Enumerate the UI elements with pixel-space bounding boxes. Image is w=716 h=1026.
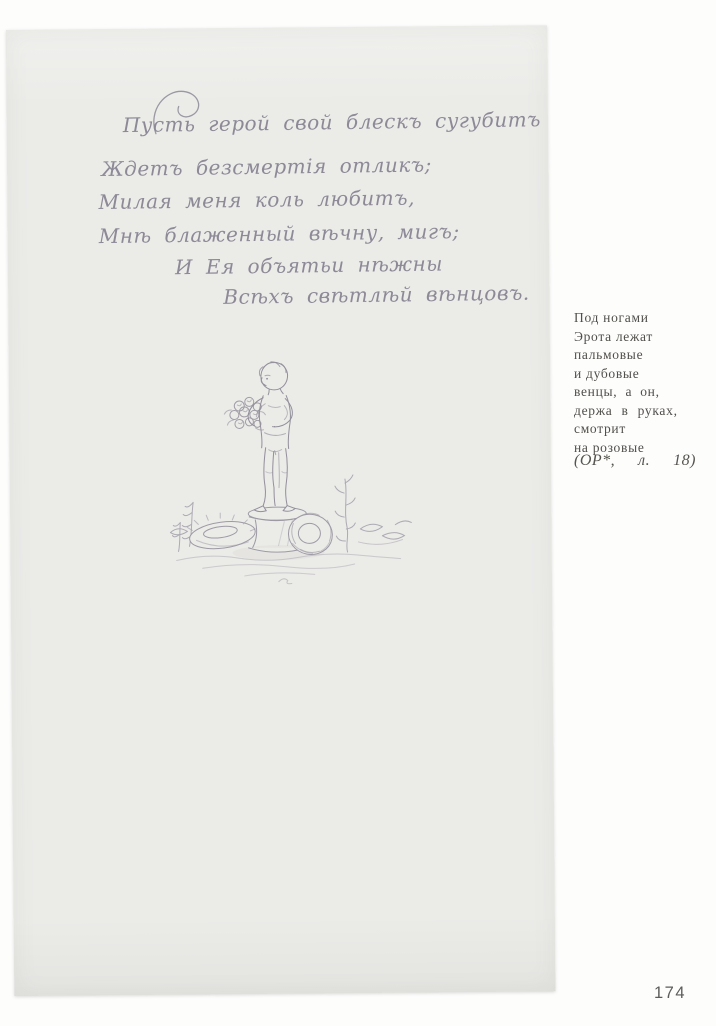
margin-caption [574,309,704,457]
caption-line: венцы, а он, [574,384,660,399]
eros-illustration [161,352,423,589]
caption-line: и дубовые [574,365,640,381]
poem-line-2: Ждетъ безсмертія отликъ; [101,152,432,182]
caption-line: Эрота лежат [574,328,653,344]
reference-part: (ОР*, [574,452,616,469]
poem-line-3: Милая меня коль любитъ, [98,185,416,215]
palm-wreath [187,513,257,553]
caption-line: Под ногами [574,310,649,325]
poem-line-4: Мнѣ блаженный вѣчну, мигъ; [98,219,460,249]
reference-part: л. [638,452,651,469]
poem-line-1: Пусть герой свой блескъ сугубитъ [122,107,542,138]
scanned-manuscript-page [6,25,555,996]
reference-part: 18) [673,452,696,469]
cherub-figure [224,362,295,512]
caption-line: держа в руках, [574,402,678,418]
poem-line-5: И Ея объятьи нѣжны [174,251,444,280]
poem-line-6: Всѣхъ свѣтлѣй вѣнцовъ. [223,280,530,309]
caption-line: пальмовые [574,347,644,362]
caption-line: на розовые [574,439,645,455]
archival-reference [574,452,696,470]
page-number: 174 [654,984,687,1002]
caption-line: смотрит [574,421,626,436]
